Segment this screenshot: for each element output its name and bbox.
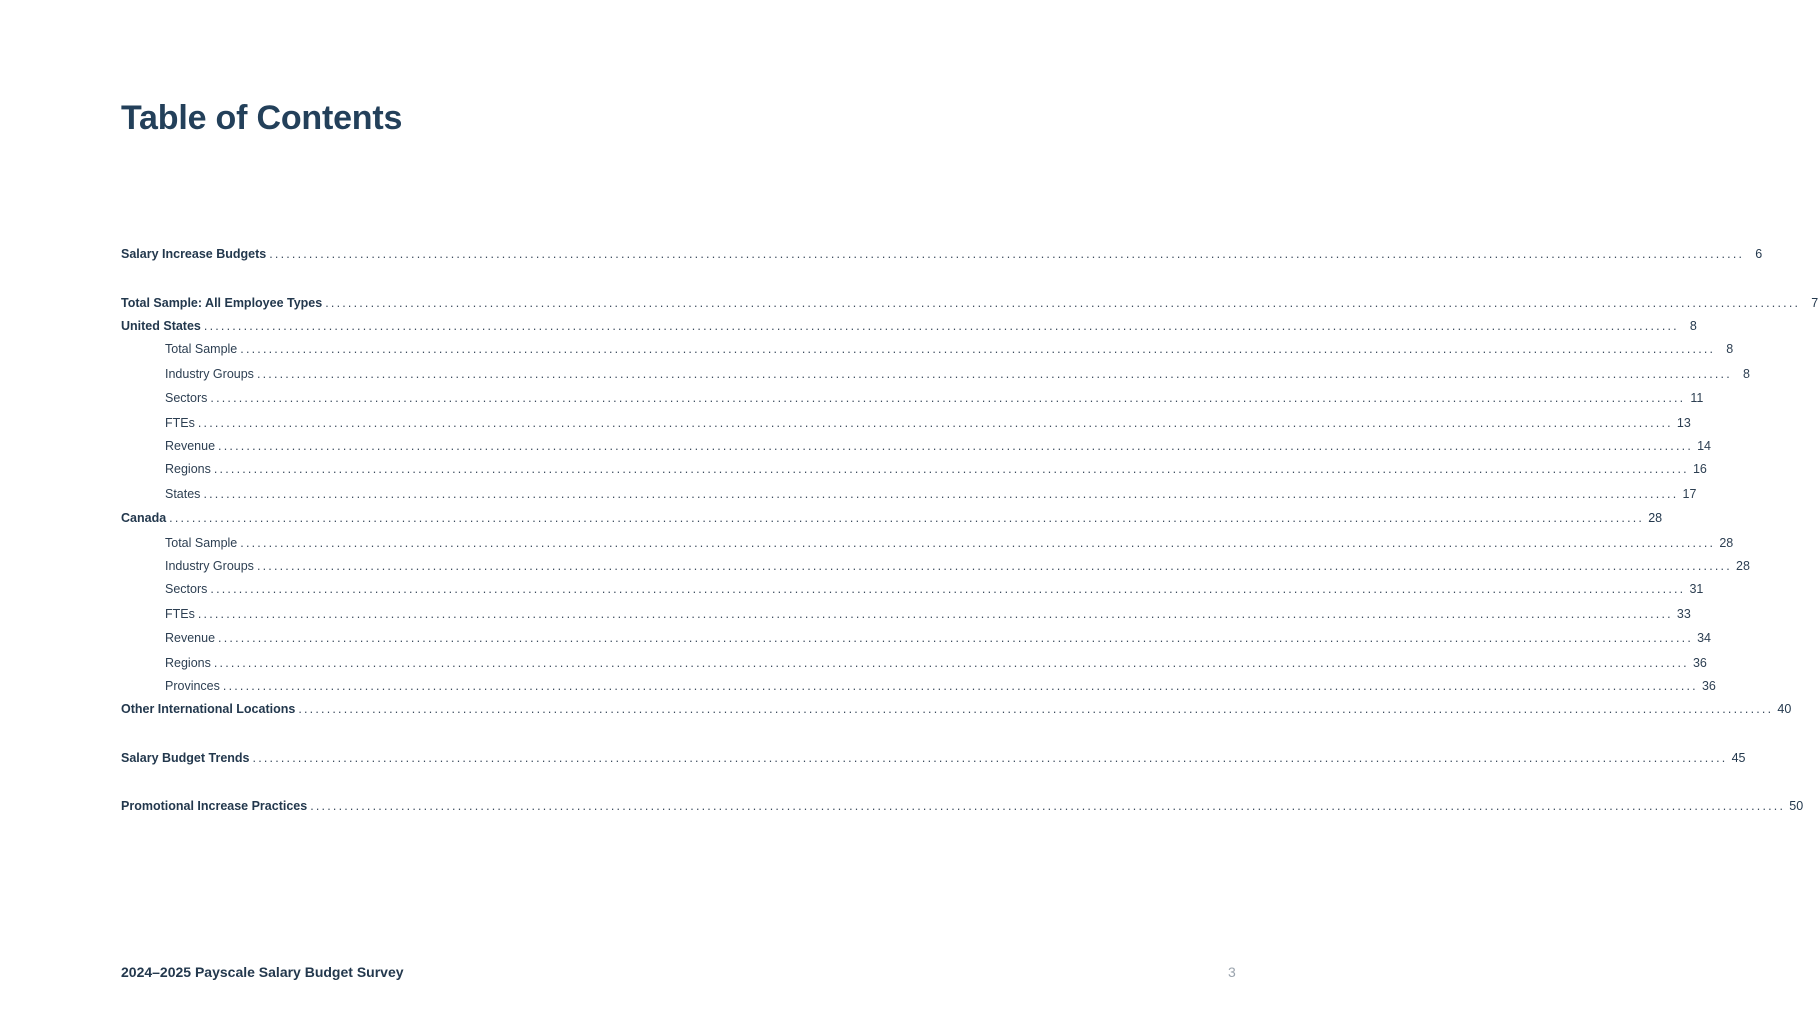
toc-entry-label: Sectors xyxy=(165,391,208,405)
toc-entry-page: 11 xyxy=(1690,391,1704,405)
toc-entry-us-total-sample[interactable] xyxy=(165,342,1734,358)
toc-entry-us-regions[interactable] xyxy=(165,462,1707,478)
dot-leader: .................................................................................................................................................................................................................................................................... xyxy=(197,416,1673,430)
toc-entry-label: Total Sample: All Employee Types xyxy=(121,296,323,310)
toc-entry-label: FTEs xyxy=(165,416,195,430)
toc-entry-page: 36 xyxy=(1692,656,1707,670)
dot-leader: .................................................................................................................................................................................................................................................................... xyxy=(213,656,1689,670)
toc-entry-page: 33 xyxy=(1676,607,1691,621)
toc-entry-page: 14 xyxy=(1697,439,1712,453)
dot-leader: .................................................................................................................................................................................................................................................................... xyxy=(325,296,1801,310)
toc-entry-us-states[interactable] xyxy=(165,487,1697,503)
toc-entry-page: 40 xyxy=(1777,702,1792,716)
toc-entry-salary-increase-budgets[interactable] xyxy=(121,247,1763,263)
dot-leader: .................................................................................................................................................................................................................................................................... xyxy=(240,536,1716,550)
dot-leader: .................................................................................................................................................................................................................................................................... xyxy=(210,391,1686,405)
toc-entry-page: 31 xyxy=(1689,582,1704,596)
toc-entry-page: 50 xyxy=(1789,799,1804,813)
toc-entry-page: 16 xyxy=(1692,462,1707,476)
toc-entry-label: Total Sample xyxy=(165,536,238,550)
toc-entry-label: Salary Budget Trends xyxy=(121,751,250,765)
toc-entry-canada-revenue[interactable] xyxy=(165,631,1712,647)
dot-leader: .................................................................................................................................................................................................................................................................... xyxy=(269,247,1745,261)
toc-entry-canada-provinces[interactable] xyxy=(165,679,1716,695)
dot-leader: .................................................................................................................................................................................................................................................................... xyxy=(218,631,1694,645)
dot-leader: .................................................................................................................................................................................................................................................................... xyxy=(203,319,1679,333)
toc-entry-salary-budget-trends[interactable] xyxy=(121,751,1746,767)
toc-entry-page: 28 xyxy=(1719,536,1734,550)
toc-entry-page: 34 xyxy=(1697,631,1712,645)
dot-leader: .................................................................................................................................................................................................................................................................... xyxy=(210,582,1686,596)
toc-entry-page: 13 xyxy=(1676,416,1691,430)
toc-entry-page: 36 xyxy=(1701,679,1716,693)
toc-entry-page: 8 xyxy=(1689,319,1697,333)
toc-entry-page: 28 xyxy=(1736,559,1750,573)
toc-entry-page: 28 xyxy=(1648,511,1663,525)
toc-entry-label: Salary Increase Budgets xyxy=(121,247,267,261)
toc-entry-us-industry-groups[interactable] xyxy=(165,367,1750,383)
dot-leader: .................................................................................................................................................................................................................................................................... xyxy=(256,559,1732,573)
toc-entry-label: Revenue xyxy=(165,631,216,645)
toc-entry-label: Sectors xyxy=(165,582,208,596)
page-title: Table of Contents xyxy=(121,99,403,137)
toc-entry-label: Canada xyxy=(121,511,167,525)
toc-entry-page: 7 xyxy=(1811,296,1818,310)
toc-entry-page: 8 xyxy=(1726,342,1734,356)
toc-entry-page: 17 xyxy=(1682,487,1697,501)
dot-leader: .................................................................................................................................................................................................................................................................... xyxy=(197,607,1673,621)
toc-entry-us-ftes[interactable] xyxy=(165,416,1691,432)
toc-entry-total-sample-all-employee-types[interactable] xyxy=(121,296,1818,312)
toc-entry-page: 6 xyxy=(1755,247,1763,261)
toc-entry-page: 45 xyxy=(1731,751,1746,765)
toc-entry-label: States xyxy=(165,487,201,501)
dot-leader: .................................................................................................................................................................................................................................................................... xyxy=(252,751,1728,765)
toc-entry-label: Provinces xyxy=(165,679,220,693)
dot-leader: .................................................................................................................................................................................................................................................................... xyxy=(310,799,1786,813)
toc-entry-label: United States xyxy=(121,319,201,333)
dot-leader: .................................................................................................................................................................................................................................................................... xyxy=(256,367,1732,381)
toc-entry-canada-total-sample[interactable] xyxy=(165,536,1734,552)
toc-entry-canada-ftes[interactable] xyxy=(165,607,1691,623)
toc-entry-label: Total Sample xyxy=(165,342,238,356)
toc-entry-label: FTEs xyxy=(165,607,195,621)
toc-entry-us-sectors[interactable] xyxy=(165,391,1704,407)
dot-leader: .................................................................................................................................................................................................................................................................... xyxy=(298,702,1774,716)
toc-entry-label: Promotional Increase Practices xyxy=(121,799,308,813)
toc-entry-canada-regions[interactable] xyxy=(165,656,1707,672)
toc-entry-canada[interactable] xyxy=(121,511,1663,527)
dot-leader: .................................................................................................................................................................................................................................................................... xyxy=(222,679,1698,693)
toc-entry-page: 8 xyxy=(1742,367,1750,381)
toc-entry-label: Industry Groups xyxy=(165,367,254,381)
toc-entry-us-revenue[interactable] xyxy=(165,439,1712,455)
toc-entry-label: Regions xyxy=(165,462,211,476)
toc-entry-label: Other International Locations xyxy=(121,702,296,716)
footer-report-title: 2024–2025 Payscale Salary Budget Survey xyxy=(121,964,404,980)
toc-entry-united-states[interactable] xyxy=(121,319,1697,335)
toc-entry-label: Industry Groups xyxy=(165,559,254,573)
toc-entry-label: Regions xyxy=(165,656,211,670)
dot-leader: .................................................................................................................................................................................................................................................................... xyxy=(203,487,1679,501)
toc-entry-canada-industry-groups[interactable] xyxy=(165,559,1750,575)
dot-leader: .................................................................................................................................................................................................................................................................... xyxy=(169,511,1645,525)
toc-entry-label: Revenue xyxy=(165,439,216,453)
footer-page-number: 3 xyxy=(1228,964,1236,980)
dot-leader: .................................................................................................................................................................................................................................................................... xyxy=(240,342,1716,356)
dot-leader: .................................................................................................................................................................................................................................................................... xyxy=(218,439,1694,453)
toc-entry-other-international-locations[interactable] xyxy=(121,702,1792,718)
toc-entry-canada-sectors[interactable] xyxy=(165,582,1704,598)
toc-entry-promotional-increase-practices[interactable] xyxy=(121,799,1804,815)
dot-leader: .................................................................................................................................................................................................................................................................... xyxy=(213,462,1689,476)
